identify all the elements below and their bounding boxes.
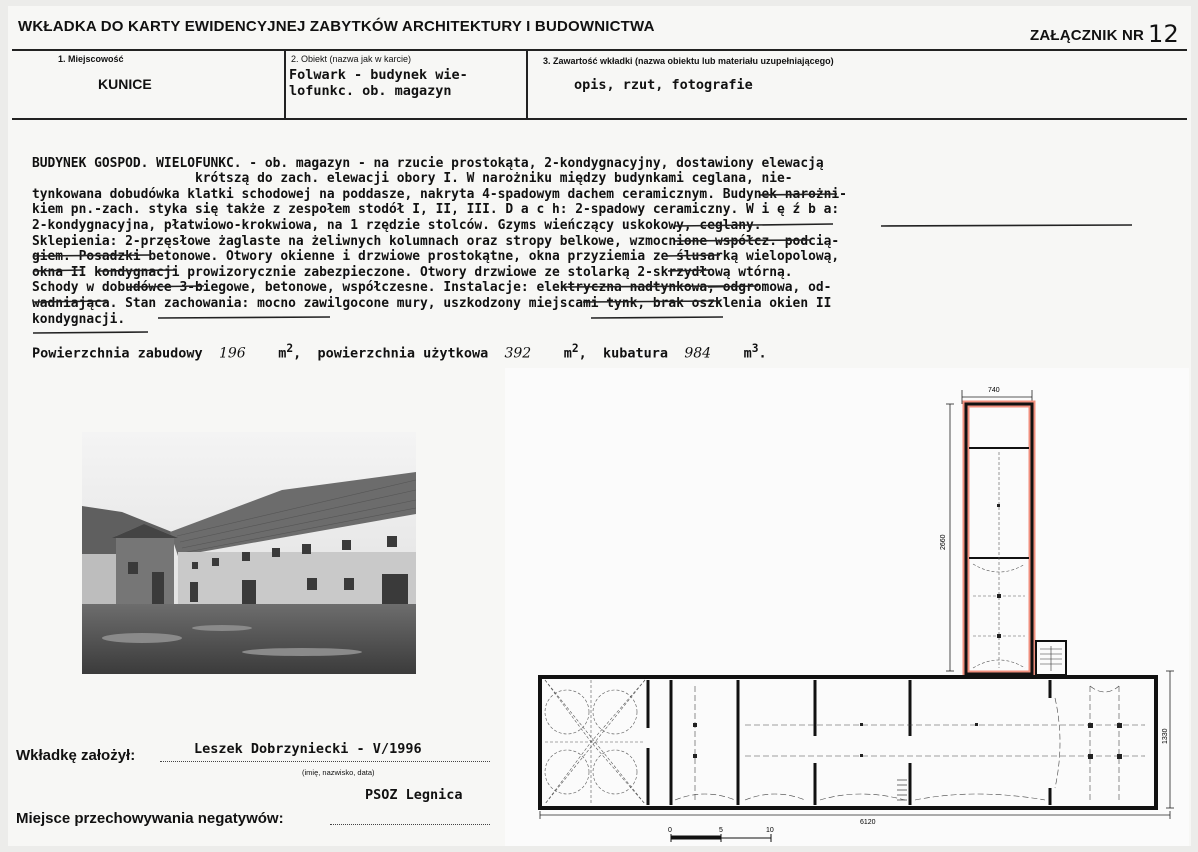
unit-m2: m xyxy=(278,345,287,362)
document-title: WKŁADKA DO KARTY EWIDENCYJNEJ ZABYTKÓW ARCHITEKTURY I BUDOWNICTWA xyxy=(18,18,655,35)
superscript-2: 2 xyxy=(571,342,579,355)
annex-number-value: 12 xyxy=(1148,20,1179,48)
founder-dotted-line xyxy=(160,761,490,762)
description-line: krótszą do zach. elewacji obory I. W narożniku między budynkami ceglana, nie- xyxy=(32,171,793,187)
description-line: 2-kondygnacyjna, płatwiowo-krokwiowa, na 1 rzędzie stolców. Gzyms wieńczący uskokowy, ceglany. xyxy=(32,217,762,233)
floor-plan xyxy=(505,368,1189,846)
building-photograph xyxy=(82,432,416,674)
dim-right: 1330 xyxy=(1162,728,1169,744)
built-area-label: Powierzchnia zabudowy xyxy=(32,345,203,362)
built-area-value: 196 xyxy=(218,345,246,362)
scale-bar xyxy=(671,834,771,842)
unit-m3: m xyxy=(743,345,752,362)
scale-5: 5 xyxy=(719,827,723,834)
description-line: kiem pn.-zach. styka się także z zespołem stodół I, II, III. D a c h: 2-spadowy ceramiczny. W i ę ź b a: xyxy=(32,202,840,218)
volume-value: 984 xyxy=(684,345,712,362)
superscript-2: 2 xyxy=(286,342,294,355)
description-line: Sklepienia: 2-przęsłowe żaglaste na żeliwnych kolumnach oraz stropy belkowe, wzmocnione współcz. podcią- xyxy=(32,233,840,249)
description-line: okna II kondygnacji prowizorycznie zabezpieczone. Otwory drzwiowe ze stolarką 2-skrzydłową wtórną. xyxy=(32,264,793,280)
usable-area-label: powierzchnia użytkowa xyxy=(317,345,489,362)
locality-value: KUNICE xyxy=(98,76,152,92)
record-sheet xyxy=(8,6,1191,846)
storage-dotted-line xyxy=(330,824,490,825)
dim-side: 2660 xyxy=(940,534,947,550)
scale-0: 0 xyxy=(668,827,672,834)
founder-value: Leszek Dobrzyniecki - V/1996 xyxy=(194,741,422,757)
object-label: 2. Obiekt (nazwa jak w karcie) xyxy=(291,54,412,64)
main-building-outline xyxy=(540,677,1156,808)
floor-plan-drawing xyxy=(505,368,1189,846)
superscript-3: 3 xyxy=(751,342,759,355)
volume-label: kubatura xyxy=(603,345,669,362)
description-line: giem. Posadzki betonowe. Otwory okienne i drzwiowe prostokątne, okna przyziemia ze ślusarką wielopolową, xyxy=(32,249,840,265)
object-value-line1: Folwark - budynek wie- xyxy=(289,67,468,83)
contents-value: opis, rzut, fotografie xyxy=(574,77,753,93)
vault-pattern xyxy=(545,680,645,804)
storage-label: Miejsce przechowywania negatywów: xyxy=(16,810,284,827)
dim-bottom: 6120 xyxy=(860,819,876,826)
dim-top: 740 xyxy=(988,387,1000,394)
annex-label: ZAŁĄCZNIK NR xyxy=(1029,27,1145,44)
description-line: Schody w dobudówce 3-biegowe, betonowe, współczesne. Instalacje: elektryczna nadtynkowa, odgromowa, od- xyxy=(32,280,832,296)
description-line: kondygnacji. xyxy=(32,311,126,327)
description-line: tynkowana dobudówka klatki schodowej na poddasze, nakryta 4-spadowym dachem ceramicznym. Budynek narożni- xyxy=(32,186,847,202)
founder-label: Wkładkę założył: xyxy=(16,747,136,764)
usable-area-value: 392 xyxy=(504,345,532,362)
keyword-underlines xyxy=(8,6,1191,346)
contents-label: 3. Zawartość wkładki (nazwa obiektu lub materiału uzupełniającego) xyxy=(543,56,834,66)
unit-m2: m xyxy=(563,345,572,362)
description-line: BUDYNEK GOSPOD. WIELOFUNKC. - ob. magazyn - na rzucie prostokąta, 2-kondygnacyjny, dostawiony elewacją xyxy=(32,155,824,171)
description-line: wadniająca. Stan zachowania: mocno zawilgocone mury, uszkodzony miejscami tynk, brak oszklenia okien II xyxy=(32,295,832,311)
object-value-line2: lofunkc. ob. magazyn xyxy=(289,83,452,99)
locality-label: 1. Miejscowość xyxy=(58,54,124,64)
scale-10: 10 xyxy=(766,827,774,834)
founder-hint: (imię, nazwisko, data) xyxy=(302,768,375,777)
storage-value: PSOZ Legnica xyxy=(365,787,463,803)
area-summary: Powierzchnia zabudowy 196 $m^2$, powierzchnia użytkowa 392 $m^2$, kubatura 984 $m^3$. xyxy=(32,342,767,362)
